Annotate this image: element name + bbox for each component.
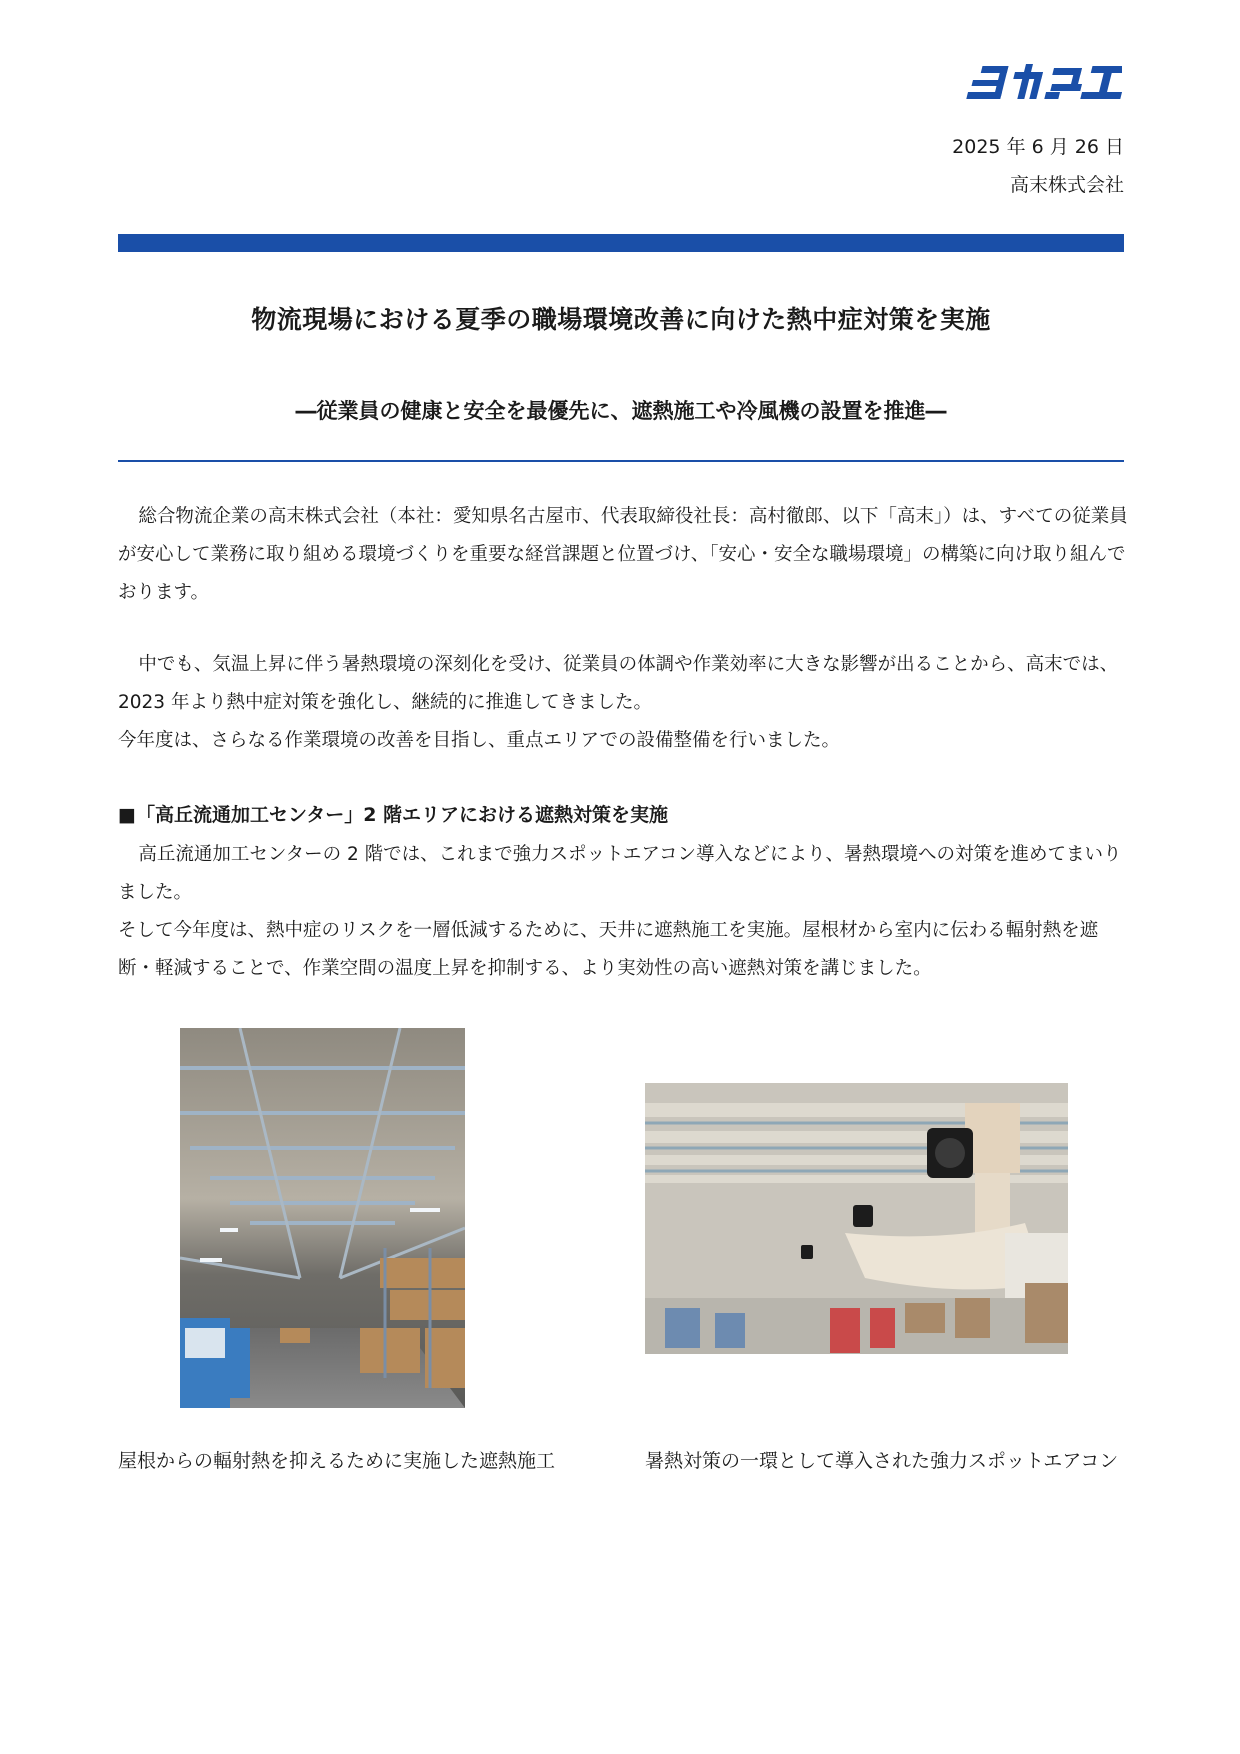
intro-text-2: 中でも、気温上昇に伴う暑熱環境の深刻化を受け、従業員の体調や作業効率に大きな影響が出ることから、高末では、2023 年より熱中症対策を強化し、継続的に推進してきました。 — [118, 654, 1119, 713]
company-name: 高末株式会社 — [1009, 174, 1124, 196]
page-title: 物流現場における夏季の職場環境改善に向けた熱中症対策を実施 — [251, 305, 991, 334]
photo-caption-1: 屋根からの輻射熱を抑えるために実施した遮熱施工 — [118, 1450, 556, 1472]
page-subtitle: ―従業員の健康と安全を最優先に、遮熱施工や冷風機の設置を推進― — [295, 399, 947, 423]
section-body — [118, 836, 1130, 988]
photo-ceiling-insulation — [180, 1028, 465, 1408]
intro-paragraph-2 — [118, 646, 1130, 760]
title-divider — [118, 460, 1124, 462]
section-heading: ■「高丘流通加工センター」2 階エリアにおける遮熱対策を実施 — [118, 804, 669, 826]
section-text-1: 高丘流通加工センターの 2 階では、これまで強力スポットエアコン導入などにより、暑熱環境への対策を進めてまいりました。 — [118, 844, 1122, 903]
company-logo — [966, 60, 1122, 106]
header-divider — [118, 234, 1124, 252]
photo-caption-2: 暑熱対策の一環として導入された強力スポットエアコン — [645, 1450, 1119, 1472]
photo-spot-aircon — [645, 1083, 1068, 1354]
intro-text-1: 総合物流企業の高末株式会社（本社：愛知県名古屋市、代表取締役社長：高村徹郎、以下「高末」）は、すべての従業員が安心して業務に取り組める環境づくりを重要な経営課題と位置づけ、「安心・安全な職場環境」の構築に向け取り組んでおります。 — [118, 506, 1128, 603]
intro-paragraph-1 — [118, 498, 1130, 612]
intro-text-3: 今年度は、さらなる作業環境の改善を目指し、重点エリアでの設備整備を行いました。 — [118, 730, 841, 751]
header-meta — [952, 128, 1124, 204]
release-date: 2025 年 6 月 26 日 — [952, 136, 1124, 158]
section-text-2: そして今年度は、熱中症のリスクを一層低減するために、天井に遮熱施工を実施。屋根材から室内に伝わる輻射熱を遮断・軽減することで、作業空間の温度上昇を抑制する、より実効性の高い遮熱対策を講じました。 — [118, 920, 1099, 979]
